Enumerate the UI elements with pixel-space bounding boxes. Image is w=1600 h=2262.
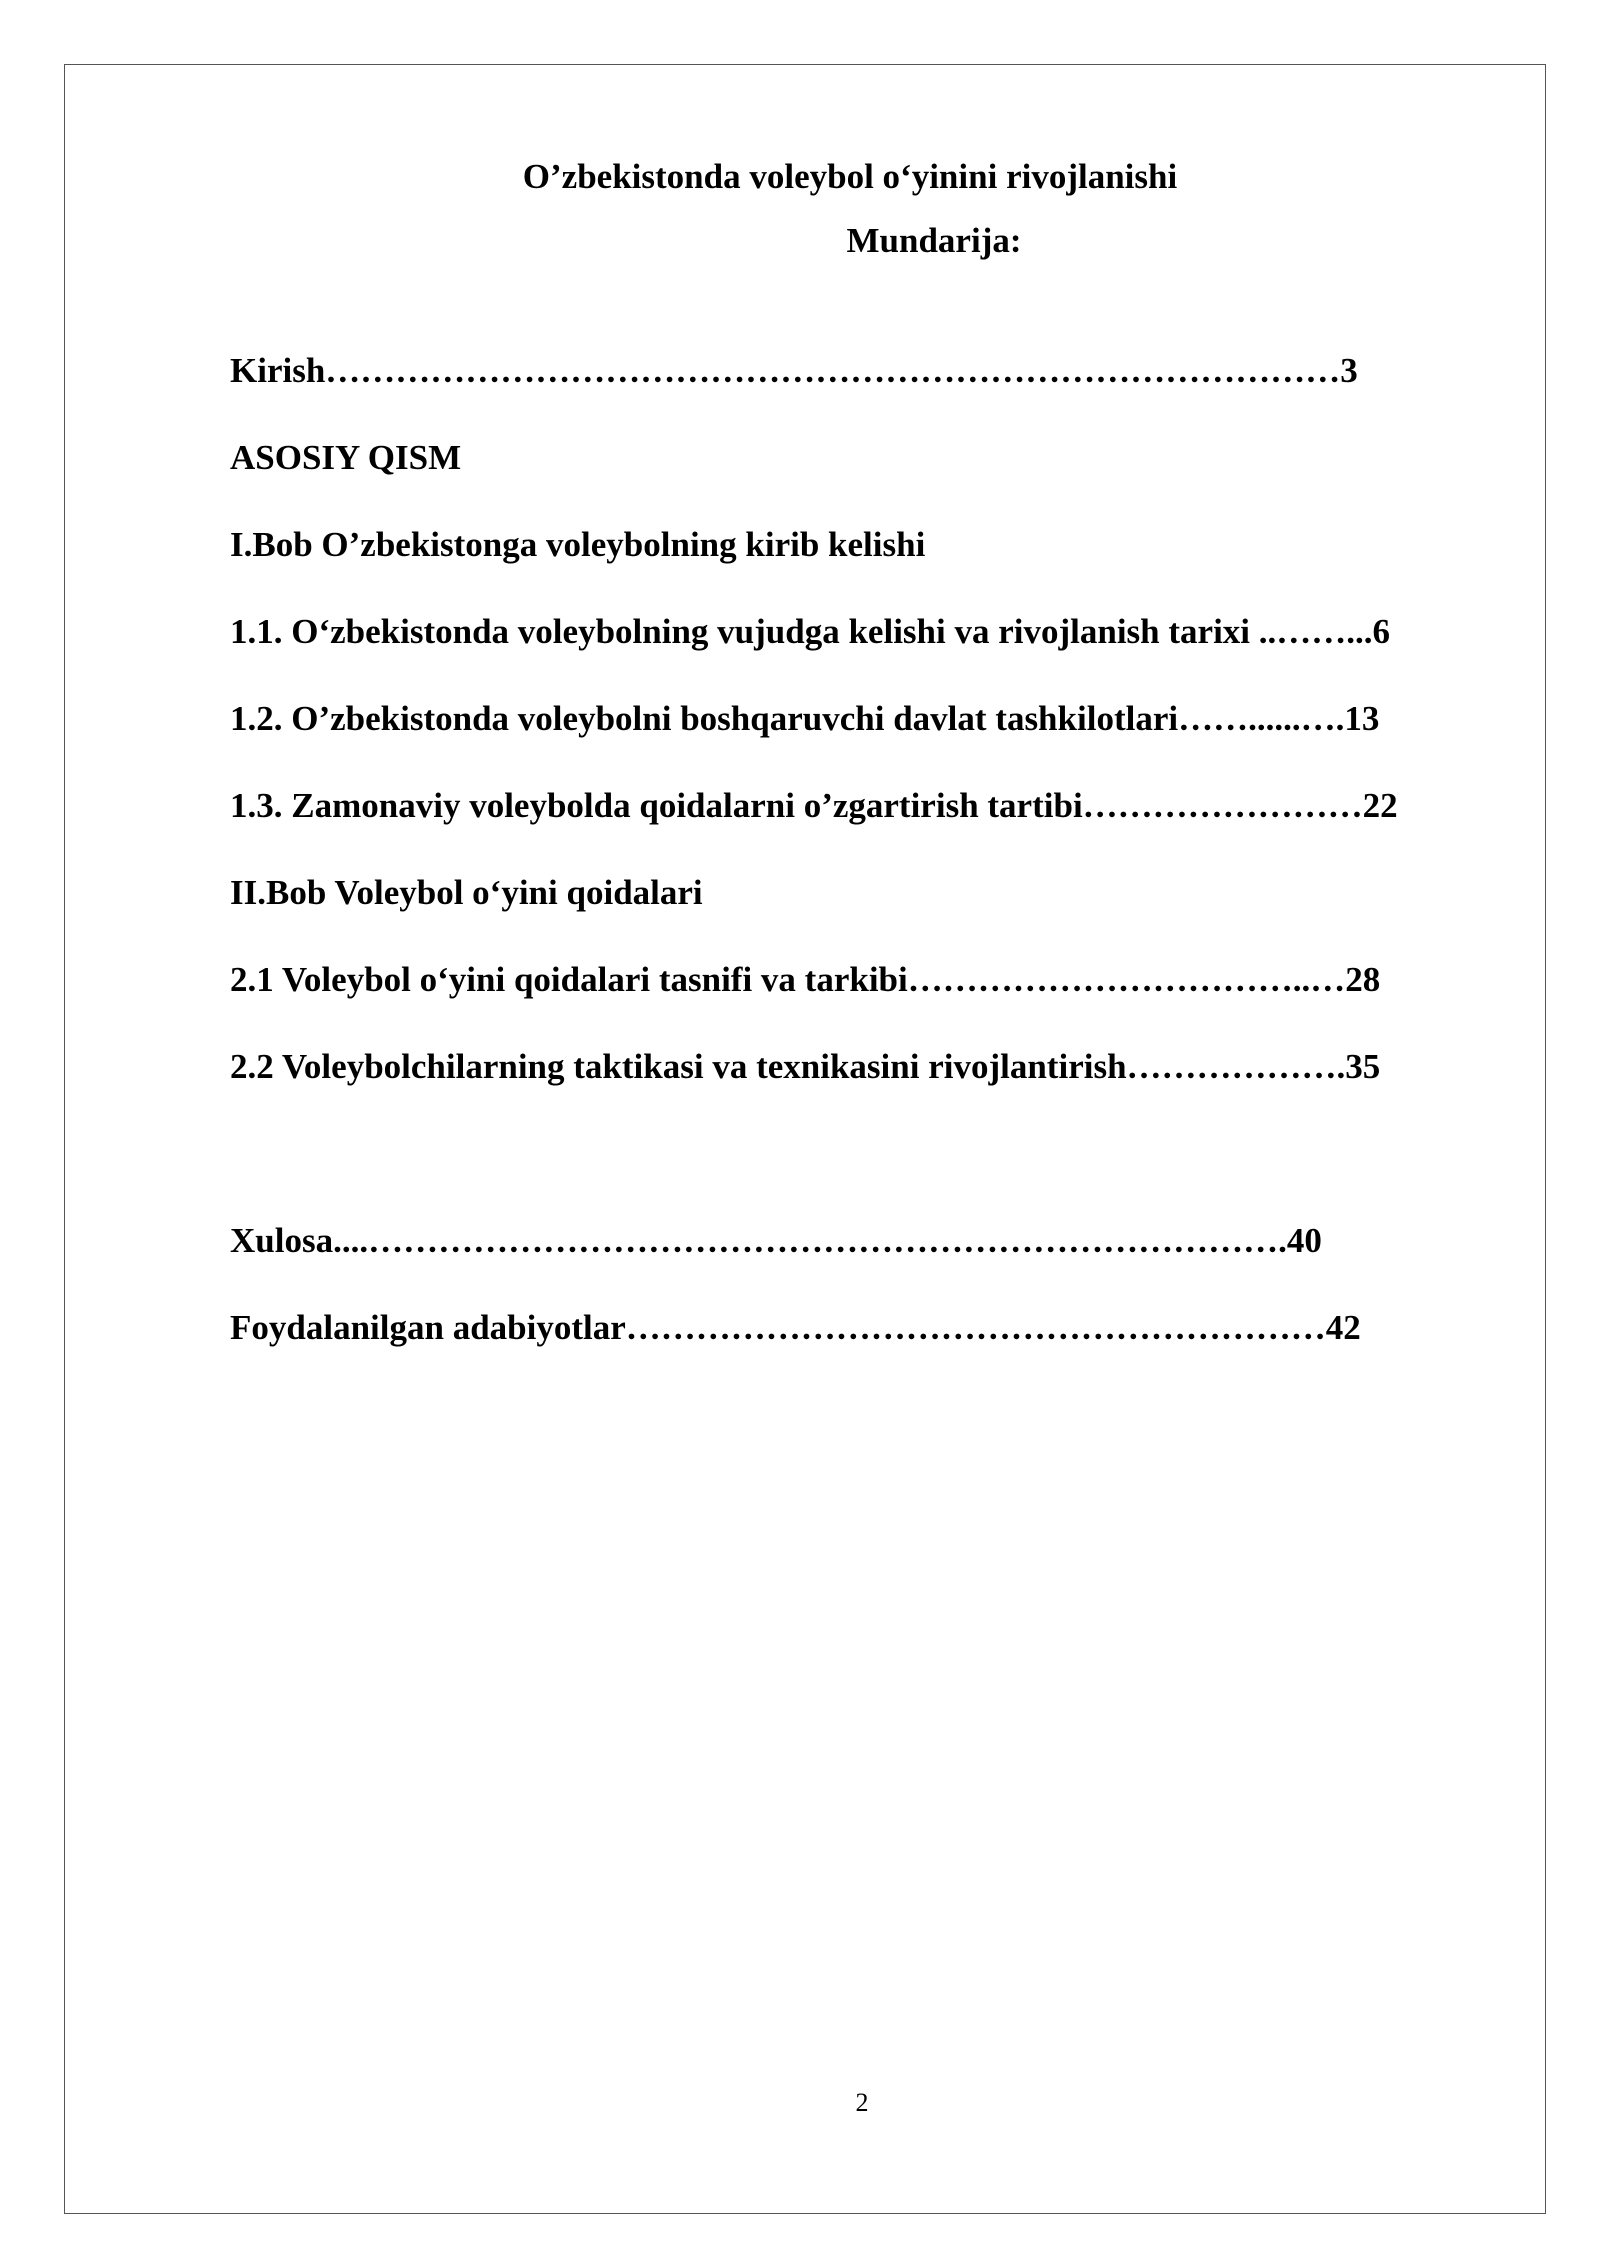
toc-entry-kirish: Kirish……………………………………………………………………………3 [230, 351, 1358, 390]
toc-section-asosiy-qism: ASOSIY QISM [230, 438, 462, 477]
toc-heading: Mundarija: [846, 221, 1022, 260]
toc-chapter-1: I.Bob O’zbekistonga voleybolning kirib kelishi [230, 525, 926, 564]
page-number: 2 [855, 2088, 869, 2117]
toc-entry-1-3: 1.3. Zamonaviy voleybolda qoidalarni o’zgartirish tartibi……………………22 [230, 786, 1398, 825]
toc-entry-xulosa: Xulosa....…………………………………………………………………….40 [230, 1221, 1322, 1260]
toc-entry-1-1: 1.1. O‘zbekistonda voleybolning vujudga kelishi va rivojlanish tarixi ..……...6 [230, 612, 1391, 651]
toc-entry-adabiyotlar: Foydalanilgan adabiyotlar……………………………………………………42 [230, 1308, 1361, 1347]
toc-entry-2-2: 2.2 Voleybolchilarning taktikasi va texnikasini rivojlantirish……………….35 [230, 1047, 1381, 1086]
document-title: O’zbekistonda voleybol o‘yinini rivojlanishi [522, 157, 1178, 196]
toc-chapter-2: II.Bob Voleybol o‘yini qoidalari [230, 873, 703, 912]
toc-entry-2-1: 2.1 Voleybol o‘yini qoidalari tasnifi va tarkibi……………………………..…28 [230, 960, 1381, 999]
toc-entry-1-2: 1.2. O’zbekistonda voleybolni boshqaruvchi davlat tashkilotlari……......….13 [230, 699, 1380, 738]
